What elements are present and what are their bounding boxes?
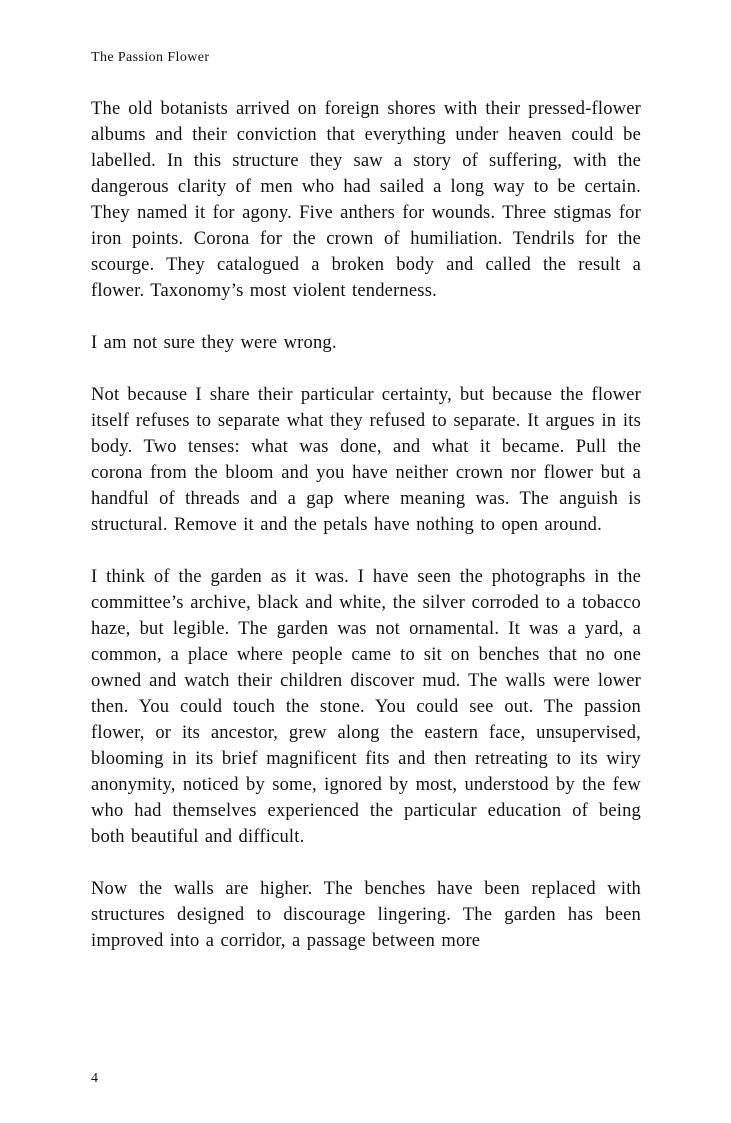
- running-header: The Passion Flower: [91, 50, 210, 65]
- paragraph: I think of the garden as it was. I have seen the photographs in the committee’s archive, black and white, the silver corroded to a tobacco haze, but legible. The garden was not ornamental. It was a yard, a common, a place where people came to sit on benches that no one owned and watch their children discover mud. The walls were lower then. You could touch the stone. You could see out. The passion flower, or its ancestor, grew along the eastern face, unsupervised, blooming in its brief magnificent fits and then retreating to its wiry anonymity, noticed by some, ignored by most, understood by the few who had themselves experienced the particular education of being both beautiful and difficult.: [91, 567, 641, 847]
- paragraph: Now the walls are higher. The benches have been replaced with structures designed to discourage lingering. The garden has been improved into a corridor, a passage between more: [91, 879, 641, 951]
- body-text: [91, 96, 641, 954]
- paragraph: I am not sure they were wrong.: [91, 333, 337, 353]
- page-number: 4: [91, 1071, 98, 1086]
- paragraph: Not because I share their particular certainty, but because the flower itself refuses to separate what they refused to separate. It argues in its body. Two tenses: what was done, and what it became. Pull the corona from the bloom and you have neither crown nor flower but a handful of threads and a gap where meaning was. The anguish is structural. Remove it and the petals have nothing to open around.: [91, 385, 641, 535]
- paragraph: The old botanists arrived on foreign shores with their pressed-flower albums and their conviction that everything under heaven could be labelled. In this structure they saw a story of suffering, with the dangerous clarity of men who had sailed a long way to be certain. They named it for agony. Five anthers for wounds. Three stigmas for iron points. Corona for the crown of humiliation. Tendrils for the scourge. They catalogued a broken body and called the result a flower. Taxonomy’s most violent tenderness.: [91, 99, 641, 301]
